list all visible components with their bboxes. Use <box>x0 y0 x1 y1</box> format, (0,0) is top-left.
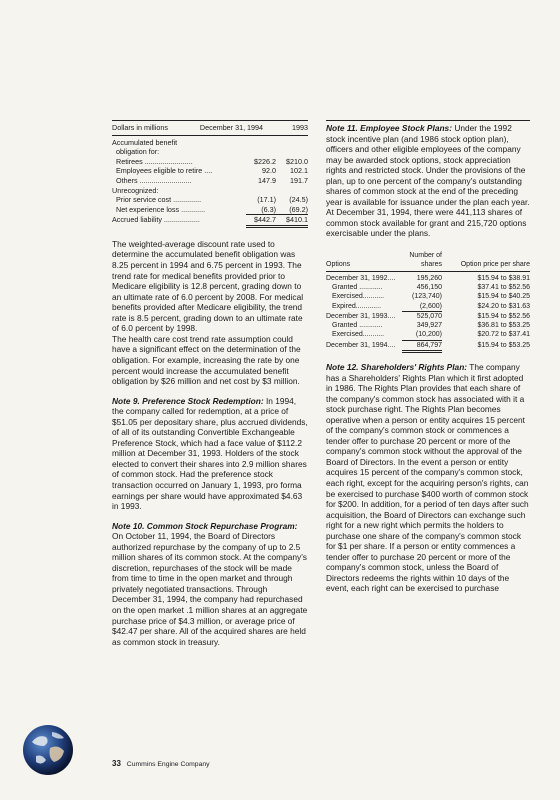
benefit-row-label: obligation for: <box>116 147 160 157</box>
benefit-row-label: Accumulated benefit <box>112 137 178 147</box>
benefit-row-value-1994: (17.1) <box>257 195 276 205</box>
options-cell-c2: 864,797 <box>402 341 442 353</box>
table-header <box>112 121 308 136</box>
benefit-row-label: Others .......................... <box>116 175 192 185</box>
options-cell-c1: Exercised........... <box>332 331 385 339</box>
options-table-row <box>326 302 530 312</box>
options-cell-c3: $36.81 to $53.25 <box>477 322 530 330</box>
page-number: 33 <box>112 759 121 768</box>
benefit-row-value-1994: $226.2 <box>254 156 276 166</box>
note-10-heading: Note 10. Common Stock Repurchase Program: <box>112 520 298 531</box>
note-11-heading: Note 11. Employee Stock Plans: <box>326 123 452 133</box>
benefit-row-label: Unrecognized: <box>112 185 159 195</box>
benefit-row-value-1993: $210.0 <box>286 156 308 166</box>
right-top-rule <box>326 120 530 121</box>
options-header-options: Options <box>326 261 351 269</box>
benefit-row-value-1994: 147.9 <box>258 175 276 185</box>
page-footer <box>112 759 210 768</box>
options-cell-c3: $20.72 to $37.41 <box>477 331 530 339</box>
options-cell-c3: $24.20 to $31.63 <box>477 302 530 310</box>
options-cell-c2: (123,740) <box>412 293 442 301</box>
earth-globe-icon <box>22 724 74 776</box>
options-cell-c1: Exercised........... <box>332 293 385 301</box>
benefit-row-value-1994: 92.0 <box>262 166 276 176</box>
benefit-row-label: Employees eligible to retire .... <box>116 166 213 176</box>
benefit-table-row <box>112 186 308 196</box>
note-10 <box>112 521 308 648</box>
right-column <box>326 120 530 594</box>
benefit-row-value-1993: (24.5) <box>289 195 308 205</box>
table-header-col2: 1993 <box>292 123 308 132</box>
options-cell-c1: December 31, 1994.... <box>326 341 396 349</box>
benefit-table-row <box>112 157 308 167</box>
note-12 <box>326 362 530 594</box>
options-cell-c3: $15.94 to $38.91 <box>477 274 530 282</box>
note-9-heading: Note 9. Preference Stock Redemption: <box>112 395 264 406</box>
note-9 <box>112 396 308 512</box>
benefit-table-row <box>112 166 308 176</box>
options-table-row <box>326 274 530 283</box>
benefit-row-value-1993: 102.1 <box>290 166 308 176</box>
discount-rate-paragraph: The weighted-average discount rate used to determine the accumulated benefit obligation was 8.25 percent in 1994 and 6.75 percent in 1993. The trend rate for medical benefits provided prior to Medicare eligibility is 12.8 percent, grading down to an ultimate rate of 6.0 percent by 2008. For medical benefits provided after Medicare eligibility, the trend rate is 8.5 percent, grading down to an ultimate rate of 6.0 percent by 1998. <box>112 238 304 334</box>
benefit-table-row <box>112 176 308 186</box>
options-table-row <box>326 292 530 301</box>
options-table-header <box>326 251 530 272</box>
options-header-shares: Number of shares <box>409 252 442 269</box>
note-11 <box>326 123 530 239</box>
options-cell-c3: $37.41 to $52.56 <box>477 283 530 291</box>
options-table <box>326 251 530 353</box>
benefit-table-row <box>112 138 308 148</box>
note-12-text: The company has a Shareholders' Rights Plan which it first adopted in 1986. The Rights Plan provides that each share of the company's common stock has associated with it a stock purchase right. The Rights Plan becomes operative when a person or entity acquires 15 percent of the company's common stock or commences a tender offer to purchase 20 percent or more of the company's common stock without the approval of the Board of Directors. In the event a person or entity acquires 15 percent of the company's common stock, each right, except for the acquiring person's rights, can be exercised to purchase $400 worth of common stock for $200. In addition, for a period of ten days after such acquisition, the Board of Directors can exchange such right for a new right which permits the holders to purchase one share of the company's common stock for $1 per share. If a person or entity commences a tender offer to purchase 20 percent or more of the company's common stock, unless the Board of Directors redeems the rights within 10 days of the event, each right can be exercised to purchase <box>326 361 529 594</box>
options-table-row <box>326 330 530 340</box>
benefit-row-value-1994 <box>246 138 276 148</box>
options-cell-c3: $15.94 to $53.25 <box>477 341 530 349</box>
table-header-col1: December 31, 1994 <box>199 123 264 132</box>
options-cell-c2: (2,600) <box>402 302 442 312</box>
benefit-row-label: Net experience loss ............ <box>116 204 206 214</box>
options-cell-c2: 525,070 <box>416 312 442 320</box>
options-cell-c3: $15.94 to $52.56 <box>477 312 530 320</box>
benefit-table-rows <box>112 138 308 228</box>
benefit-row-value-1993 <box>276 138 308 148</box>
benefit-table-row <box>112 147 308 157</box>
benefit-obligation-table <box>112 120 308 228</box>
left-column <box>112 120 308 647</box>
benefit-row-value-1993: 191.7 <box>290 175 308 185</box>
table-header-label: Dollars in millions <box>112 123 168 132</box>
options-cell-c2: 195,260 <box>416 274 442 282</box>
benefit-row-value-1993: $410.1 <box>276 215 308 228</box>
options-cell-c1: Expired............. <box>332 302 382 310</box>
note-9-text: In 1994, the company called for redemption, at a price of $51.05 per depositary share, plus accrued dividends, of all of its outstanding Convertible Exchangeable Preference Stock, which had a face value of $112.2 million at December 31, 1993. Holders of the stock elected to convert their shares into 2.9 million shares of common stock. Had the preference stock transaction occurred on January 1, 1993, pro forma earnings per share would have approximated $4.63 in 1993. <box>112 395 308 512</box>
options-table-row <box>326 312 530 321</box>
note-10-text: On October 11, 1994, the Board of Directors authorized repurchase by the company of up to 2.5 million shares of its common stock. At the company's discretion, repurchases of the stock will be made from time to time in the open market and through privately negotiated transactions. Through December 31, 1994, the company had repurchased on the open market .1 million shares at an aggregate purchase price of $4.3 million, or average price of $42.47 per share. All of the acquired shares are held as common stock in treasury. <box>112 531 308 647</box>
options-header-price: Option price per share <box>460 261 530 269</box>
footer-company: Cummins Engine Company <box>126 761 210 768</box>
options-cell-c1: December 31, 1993.... <box>326 312 396 320</box>
benefit-row-value-1994: (6.3) <box>246 205 276 216</box>
benefit-row-value-1994 <box>246 186 276 196</box>
options-cell-c2: (10,200) <box>402 330 442 340</box>
options-table-rows <box>326 274 530 353</box>
note-12-heading: Note 12. Shareholders' Rights Plan: <box>326 361 468 372</box>
options-table-row <box>326 341 530 353</box>
options-cell-c1: Granted ............ <box>332 283 383 291</box>
benefit-row-label: Retirees ........................ <box>116 156 193 166</box>
trend-rate-paragraph: The health care cost trend rate assumption could have a significant effect on the determination of the obligation. For example, increasing the rate by one percent would increase the accumulated benefit obligation by $26 million and net cost by $3 million. <box>112 333 301 387</box>
benefit-table-row <box>112 205 308 216</box>
options-cell-c2: 349,927 <box>416 322 442 330</box>
benefit-row-label: Prior service cost .............. <box>116 195 202 205</box>
benefit-table-row <box>112 195 308 205</box>
note-11-text: Under the 1992 stock incentive plan (and 1986 stock option plan), officers and other eligible employees of the company may be awarded stock options, stock appreciation rights and restricted stock. Under the provisions of the plan, up to one percent of the company's outstanding shares of common stock at the end of the preceding year is available for issuance under the plan each year. At December 31, 1994, there were 441,113 shares of common stock available for grant and 215,720 options exercisable under the plans. <box>326 123 530 239</box>
benefit-row-label: Accrued liability .................. <box>112 215 200 225</box>
left-paragraphs <box>112 239 308 387</box>
options-cell-c1: Granted ............ <box>332 322 383 330</box>
options-cell-c2: 456,150 <box>416 283 442 291</box>
options-cell-c1: December 31, 1992.... <box>326 274 396 282</box>
benefit-row-value-1994 <box>246 147 276 157</box>
benefit-row-value-1993: (69.2) <box>276 205 308 216</box>
benefit-row-value-1994: $442.7 <box>246 215 276 228</box>
benefit-row-value-1993 <box>276 147 308 157</box>
benefit-table-row <box>112 215 308 228</box>
benefit-row-value-1993 <box>276 186 308 196</box>
options-table-row <box>326 321 530 330</box>
options-table-row <box>326 283 530 292</box>
options-cell-c3: $15.94 to $40.25 <box>477 293 530 301</box>
